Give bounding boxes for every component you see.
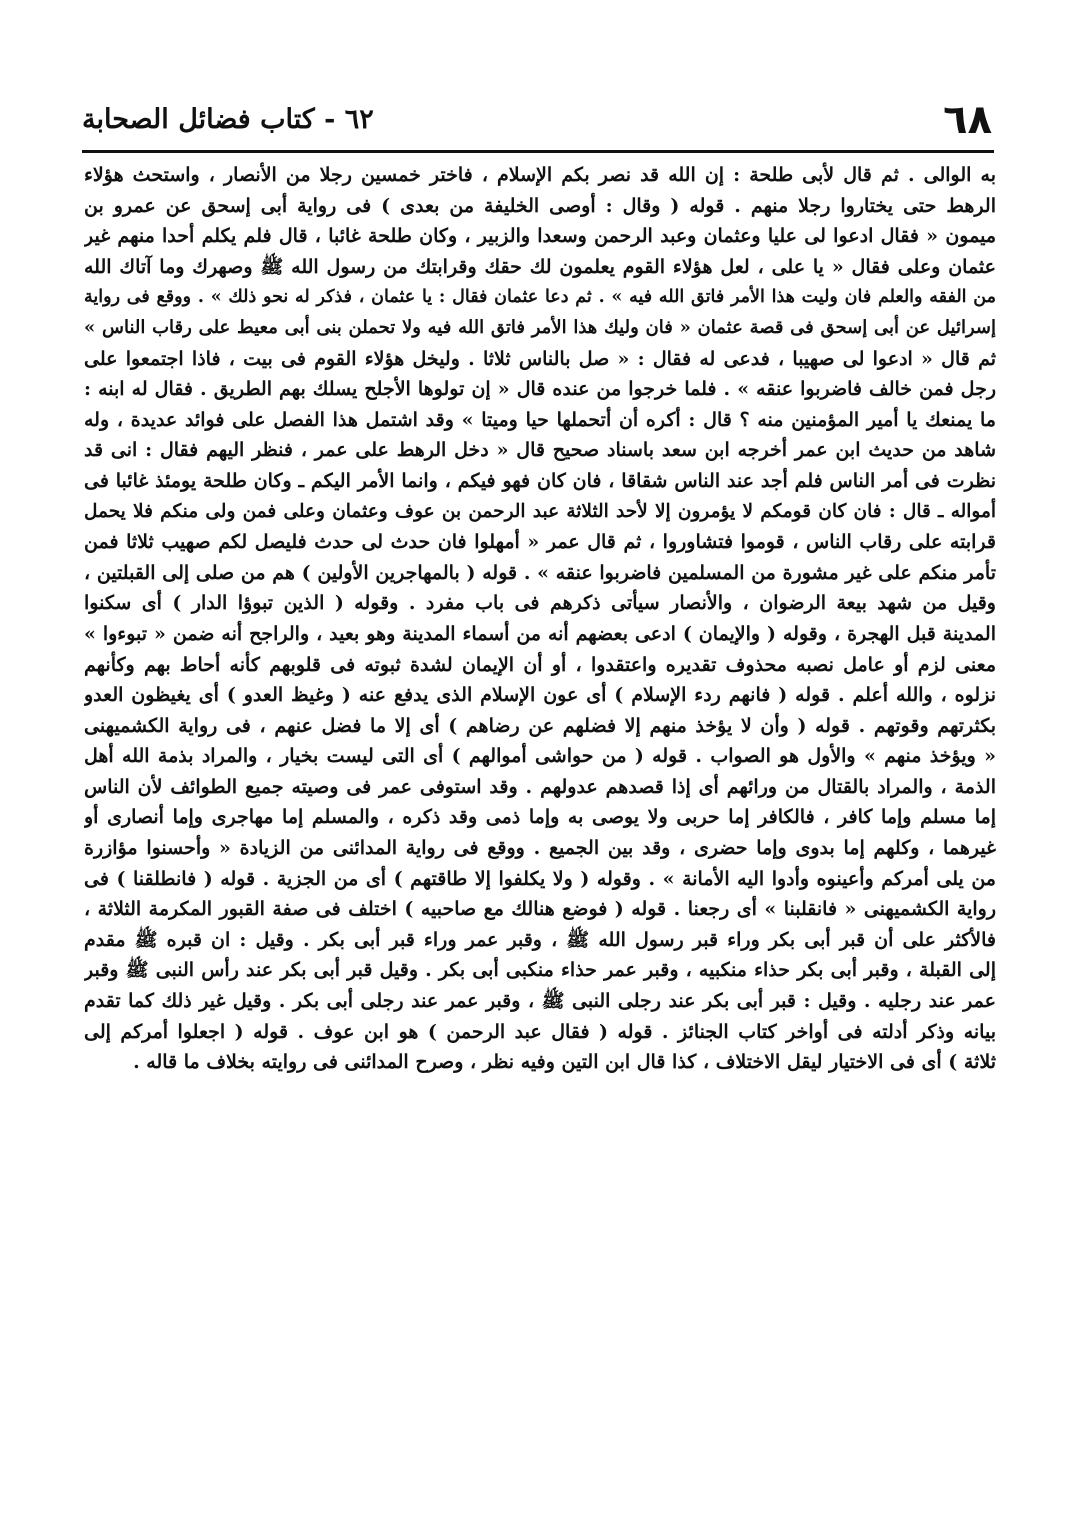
text-line: بكثرتهم وقوتهم . قوله ( وأن لا يؤخذ منهم إلا فضلهم عن رضاهم ) أى إلا ما فضل عنهم ، فى رواية الكشميهنى xyxy=(84,714,996,737)
text-line: غيرهما ، وكلهم إما بدوى وإما حضرى ، وقد بين الجميع . ووقع فى رواية المدائنى من الزيادة « وأحسنوا مؤازرة xyxy=(84,837,996,860)
text-line: الرهط حتى يختاروا رجلا منهم . قوله ( وقال : أوصى الخليفة من بعدى ) فى رواية أبى إسحق عن عمرو بن xyxy=(84,194,996,217)
text-line: تأمر منكم على غير مشورة من المسلمين فاضربوا عنقه » . قوله ( بالمهاجرين الأولين ) هم من صلى إلى القبلتين ، xyxy=(84,561,996,584)
text-line: فالأكثر على أن قبر أبى بكر وراء قبر رسول الله ﷺ ، وقبر عمر وراء قبر أبى بكر . وقيل : ان قبره ﷺ مقدم xyxy=(84,928,996,951)
text-line: قرابته على رقاب الناس ، قوموا فتشاوروا ، ثم قال عمر « أمهلوا فان حدث لى حدث فليصل لكم صهيب ثلاثا فمن xyxy=(84,531,996,554)
text-line: ميمون « فقال ادعوا لى عليا وعثمان وعبد الرحمن وسعدا والزبير ، وكان طلحة غائبا ، قال فلم يكلم أحدا منهم غير xyxy=(84,225,996,248)
running-title: ٦٢ - كتاب فضائل الصحابة xyxy=(82,104,374,135)
text-line: إما مسلم وإما كافر ، فالكافر إما حربى ولا يوصى به وإما ذمى وقد ذكره ، والمسلم إما مهاجرى وإما أنصارى أو xyxy=(84,806,996,829)
text-line: وقيل من شهد بيعة الرضوان ، والأنصار سيأتى ذكرهم فى باب مفرد . وقوله ( الذين تبوؤا الدار ) أى سكنوا xyxy=(84,592,996,615)
text-line: من الفقه والعلم فان وليت هذا الأمر فاتق الله فيه » . ثم دعا عثمان فقال : يا عثمان ، فذكر له نحو ذلك » . ووقع فى رواية xyxy=(84,287,996,308)
text-line: الذمة ، والمراد بالقتال من ورائهم أى إذا قصدهم عدولهم . وقد استوفى عمر فى وصيته جميع الطوائف لأن الناس xyxy=(84,775,996,798)
text-line: إلى القبلة ، وقبر أبى بكر حذاء منكبيه ، وقبر عمر حذاء منكبى أبى بكر . وقيل قبر أبى بكر عند رأس النبى ﷺ وقبر xyxy=(84,959,996,982)
text-line: ثم قال « ادعوا لى صهيبا ، فدعى له فقال : « صل بالناس ثلاثا . وليخل هؤلاء القوم فى بيت ، فاذا اجتمعوا على xyxy=(84,347,996,370)
text-line: بيانه وذكر أدلته فى أواخر كتاب الجنائز . قوله ( فقال عبد الرحمن ) هو ابن عوف . قوله ( اجعلوا أمركم إلى xyxy=(84,1020,996,1043)
text-line: عمر عند رجليه . وقيل : قبر أبى بكر عند رجلى النبى ﷺ ، وقبر عمر عند رجلى أبى بكر . وقيل غير ذلك كما تقدم xyxy=(84,990,996,1013)
text-line: شاهد من حديث ابن عمر أخرجه ابن سعد باسناد صحيح قال « دخل الرهط على عمر ، فنظر اليهم فقال : انى قد xyxy=(84,439,996,462)
text-line: به الوالى . ثم قال لأبى طلحة : إن الله قد نصر بكم الإسلام ، فاختر خمسين رجلا من الأنصار ، واستحث هؤلاء xyxy=(84,164,996,186)
page-header xyxy=(82,92,992,148)
text-line: من يلى أمركم وأعينوه وأدوا اليه الأمانة » . وقوله ( ولا يكلفوا إلا طاقتهم ) أى من الجزية . قوله ( فانطلقنا ) فى xyxy=(84,867,996,890)
text-line: رواية الكشميهنى « فانقلبنا » أى رجعنا . قوله ( فوضع هنالك مع صاحبيه ) اختلف فى صفة القبور المكرمة الثلاثة ، xyxy=(84,898,996,921)
text-line: أمواله ـ قال : فان كان قومكم لا يؤمرون إلا لأحد الثلاثة عبد الرحمن بن عوف وعثمان وعلى فمن ولى منكم فلا يحمل xyxy=(84,500,996,522)
text-line: رجل فمن خالف فاضربوا عنقه » . فلما خرجوا من عنده قال « إن تولوها الأجلح يسلك بهم الطريق . فقال له ابنه : xyxy=(84,378,996,401)
page-number: ٦٨ xyxy=(943,97,992,143)
text-line: ما يمنعك يا أمير المؤمنين منه ؟ قال : أكره أن أتحملها حيا وميتا » وقد اشتمل هذا الفصل على فوائد عديدة ، وله xyxy=(84,408,996,431)
commentary-text xyxy=(84,160,996,1450)
text-line: المدينة قبل الهجرة ، وقوله ( والإيمان ) ادعى بعضهم أنه من أسماء المدينة وهو بعيد ، والراجح أنه ضمن « تبوءوا » xyxy=(84,622,996,645)
text-line: ثلاثة ) أى فى الاختيار ليقل الاختلاف ، كذا قال ابن التين وفيه نظر ، وصرح المدائنى فى روايته بخلاف ما قاله . xyxy=(133,1051,996,1074)
header-rule xyxy=(82,150,994,153)
text-line: إسرائيل عن أبى إسحق فى قصة عثمان « فان وليك هذا الأمر فاتق الله فيه ولا تحملن بنى أبى معيط على رقاب الناس » xyxy=(84,316,996,338)
text-line: نزلوه ، والله أعلم . قوله ( فانهم ردء الإسلام ) أى عون الإسلام الذى يدفع عنه ( وغيظ العدو ) أى يغيظون العدو xyxy=(84,684,996,707)
text-line: معنى لزم أو عامل نصبه محذوف تقديره واعتقدوا ، أو أن الإيمان لشدة ثبوته فى قلوبهم كأنه أحاط بهم وكأنهم xyxy=(84,653,996,676)
text-line: عثمان وعلى فقال « يا على ، لعل هؤلاء القوم يعلمون لك حقك وقرابتك من رسول الله ﷺ وصهرك وما آتاك الله xyxy=(84,255,996,278)
text-line: نظرت فى أمر الناس فلم أجد عند الناس شقاقا ، فان كان فهو فيكم ، وانما الأمر اليكم ـ وكان طلحة يومئذ غائبا فى xyxy=(84,469,996,492)
text-line: « ويؤخذ منهم » والأول هو الصواب . قوله ( من حواشى أموالهم ) أى التى ليست بخيار ، والمراد بذمة الله أهل xyxy=(84,745,996,768)
